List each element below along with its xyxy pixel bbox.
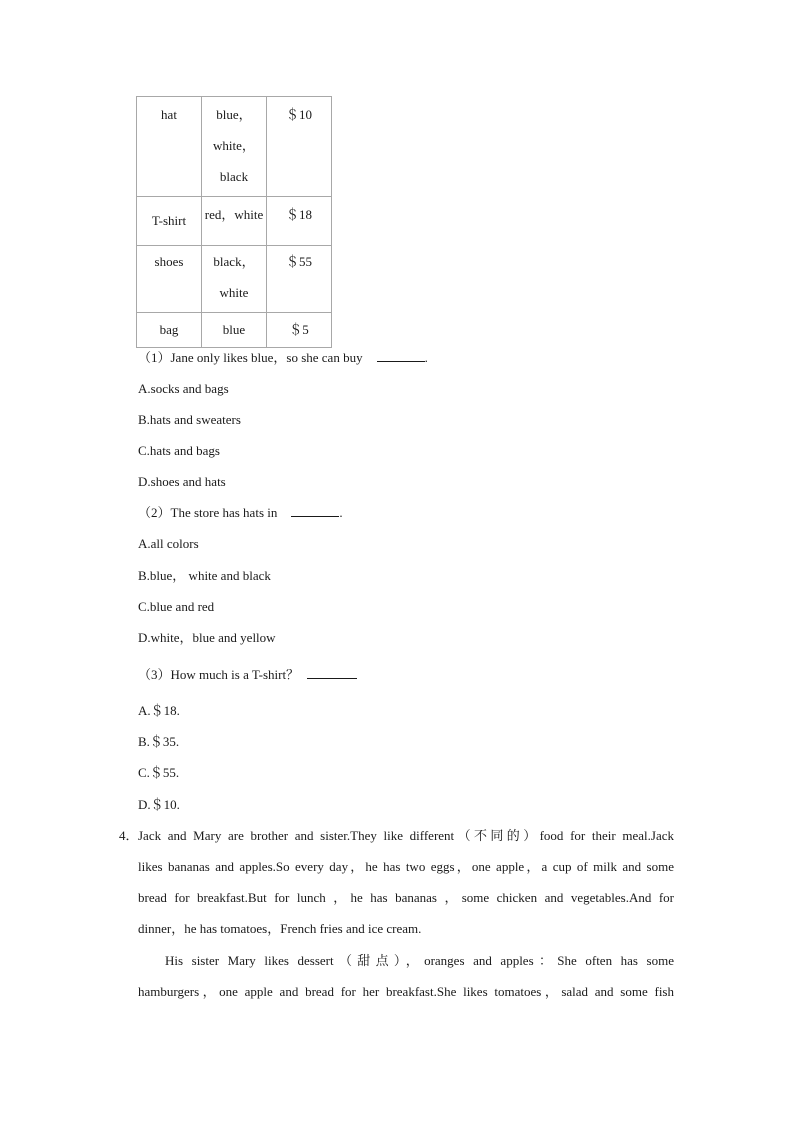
color-text: black，: [213, 254, 255, 269]
question-text: （2）The store has hats in: [138, 505, 278, 520]
question-stem: [138, 504, 343, 522]
option-d: D.white，blue and yellow: [138, 630, 276, 645]
option-d: D.＄10.: [138, 797, 180, 812]
question-text: （3）How much is a T-shirt？: [138, 667, 300, 682]
option-b: B.blue， white and black: [138, 568, 271, 583]
option-b: B.hats and sweaters: [138, 412, 241, 427]
item-cell: bag: [137, 313, 202, 348]
passage-line: bread for breakfast.But for lunch ，he has bananas ，some chicken and vegetables.And for: [138, 890, 674, 905]
table-row: [137, 197, 332, 246]
passage-line: likes bananas and apples.So every day，he has two eggs，one apple，a cup of milk and some: [138, 859, 674, 874]
table-row: [137, 313, 332, 348]
passage-line: hamburgers，one apple and bread for her breakfast.She likes tomatoes，salad and some fish: [138, 984, 674, 999]
option-c: C.blue and red: [138, 599, 215, 614]
color-text: black: [219, 169, 249, 184]
answer-blank: [377, 349, 425, 362]
answer-blank: [307, 666, 357, 679]
table-row: [137, 246, 332, 313]
passage-line: Jack and Mary are brother and sister.They like different（不同的）food for their meal.Jack: [138, 828, 674, 843]
color-cell: [202, 246, 267, 313]
price-cell: ＄18: [267, 197, 332, 246]
color-cell: [202, 97, 267, 197]
option-a: A.all colors: [138, 536, 199, 551]
item-cell: shoes: [137, 246, 202, 313]
option-c: C.＄55.: [138, 765, 180, 780]
item-cell: hat: [137, 97, 202, 197]
passage-line: His sister Mary likes dessert（甜点），oranges and apples：She often has some: [165, 953, 674, 968]
option-d: D.shoes and hats: [138, 474, 226, 489]
color-text: blue: [222, 322, 246, 337]
color-text: white: [219, 285, 249, 300]
item-cell: T-shirt: [137, 197, 202, 246]
question-end: .: [424, 350, 428, 365]
color-text: red，white: [204, 207, 264, 222]
option-c: C.hats and bags: [138, 443, 220, 458]
price-cell: ＄55: [267, 246, 332, 313]
answer-blank: [291, 504, 339, 517]
price-table: [136, 96, 332, 348]
option-a: A.socks and bags: [138, 381, 229, 396]
color-cell: [202, 313, 267, 348]
option-b: B.＄35.: [138, 734, 180, 749]
color-text: blue，: [216, 107, 252, 122]
color-cell: [202, 197, 267, 246]
color-text: white，: [213, 138, 255, 153]
price-cell: ＄5: [267, 313, 332, 348]
question-end: .: [339, 505, 343, 520]
passage-line: dinner，he has tomatoes，French fries and ice cream.: [138, 921, 422, 936]
question-number: 4．: [119, 828, 139, 843]
question-stem: [138, 349, 428, 367]
price-cell: ＄10: [267, 97, 332, 197]
option-a: A.＄18.: [138, 703, 180, 718]
table-row: [137, 97, 332, 197]
question-stem: [138, 666, 357, 684]
question-text: （1）Jane only likes blue，so she can buy: [138, 350, 363, 365]
